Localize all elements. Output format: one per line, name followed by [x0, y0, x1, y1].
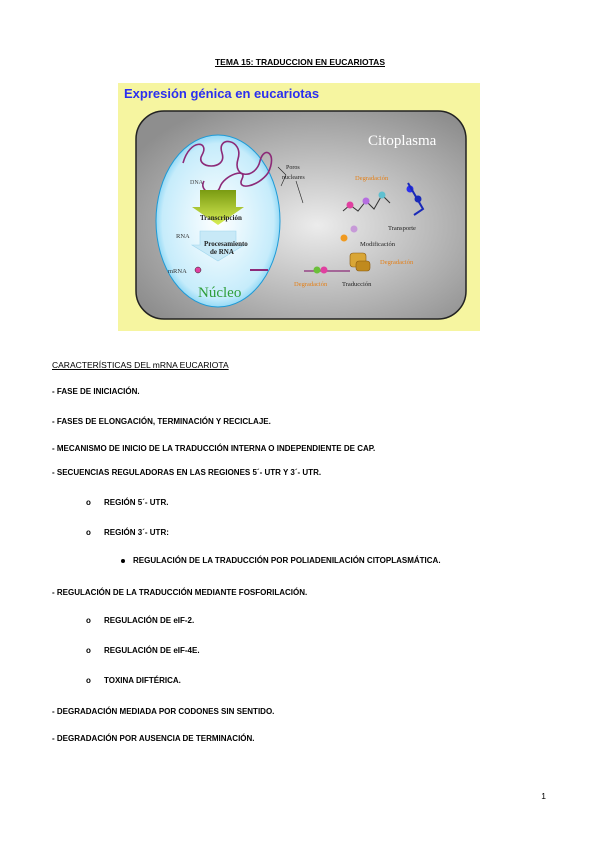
- sub-list-item: REGIÓN 5´- UTR.: [104, 498, 169, 507]
- bullet-icon: [121, 559, 125, 563]
- sub-list-item: REGULACIÓN DE eIF-2.: [104, 616, 195, 625]
- translation-label: Traducción: [342, 281, 372, 288]
- list-item: - DEGRADACIÓN MEDIADA POR CODONES SIN SENTIDO.: [52, 707, 275, 716]
- sub-marker: o: [86, 616, 91, 625]
- page-title: TEMA 15: TRADUCCION EN EUCARIOTAS: [214, 57, 385, 67]
- sub-list-item: REGULACIÓN DE eIF-4E.: [104, 646, 200, 655]
- protein-node-icon: [321, 267, 328, 274]
- nucleus-label: Núcleo: [198, 285, 242, 301]
- nested-list-item: REGULACIÓN DE LA TRADUCCIÓN POR POLIADENILACIÓN CITOPLASMÁTICA.: [133, 556, 441, 565]
- sub-marker: o: [86, 528, 91, 537]
- section-heading: CARACTERÍSTICAS DEL mRNA EUCARIOTA: [52, 360, 229, 370]
- mrna-cap-icon: [195, 267, 201, 273]
- protein-node-icon: [341, 235, 348, 242]
- sub-marker: o: [86, 646, 91, 655]
- protein-node-icon: [363, 198, 370, 205]
- modification-label: Modificación: [360, 241, 396, 248]
- degradation-label: Degradación: [355, 175, 389, 182]
- list-item: - FASE DE INICIACIÓN.: [52, 387, 140, 396]
- protein-node-icon: [379, 192, 386, 199]
- list-item: - REGULACIÓN DE LA TRADUCCIÓN MEDIANTE FOSFORILACIÓN.: [52, 588, 308, 597]
- sub-list-item: TOXINA DIFTÉRICA.: [104, 676, 181, 685]
- degradation-label: Degradación: [294, 281, 328, 288]
- processing-label: Procesamiento: [204, 240, 248, 248]
- protein-node-icon: [351, 226, 358, 233]
- cytoplasm-label: Citoplasma: [368, 133, 437, 149]
- processing-label: de RNA: [210, 248, 234, 256]
- mrna-label: mRNA: [168, 268, 187, 275]
- banner-title: Expresión génica en eucariotas: [124, 86, 320, 101]
- rna-label: RNA: [176, 233, 190, 240]
- sub-list-item: REGIÓN 3´- UTR:: [104, 528, 169, 537]
- transcription-label: Transcripción: [200, 214, 242, 222]
- degradation-label: Degradación: [380, 259, 414, 266]
- pores-label: nucleares: [282, 175, 305, 181]
- gene-expression-figure: [118, 83, 480, 331]
- list-item: - MECANISMO DE INICIO DE LA TRADUCCIÓN INTERNA O INDEPENDIENTE DE CAP.: [52, 444, 376, 453]
- page-number: 1: [541, 791, 546, 801]
- sub-marker: o: [86, 498, 91, 507]
- list-item: - FASES DE ELONGACIÓN, TERMINACIÓN Y RECICLAJE.: [52, 417, 271, 426]
- protein-node-icon: [347, 202, 354, 209]
- sub-marker: o: [86, 676, 91, 685]
- pores-label: Poros: [286, 165, 300, 171]
- list-item: - DEGRADACIÓN POR AUSENCIA DE TERMINACIÓN.: [52, 734, 255, 743]
- ribosome-icon: [356, 261, 370, 271]
- protein-node-icon: [314, 267, 321, 274]
- transport-label: Transporte: [388, 225, 416, 232]
- dna-label: DNA: [190, 180, 203, 186]
- list-item: - SECUENCIAS REGULADORAS EN LAS REGIONES 5´- UTR Y 3´- UTR.: [52, 468, 322, 477]
